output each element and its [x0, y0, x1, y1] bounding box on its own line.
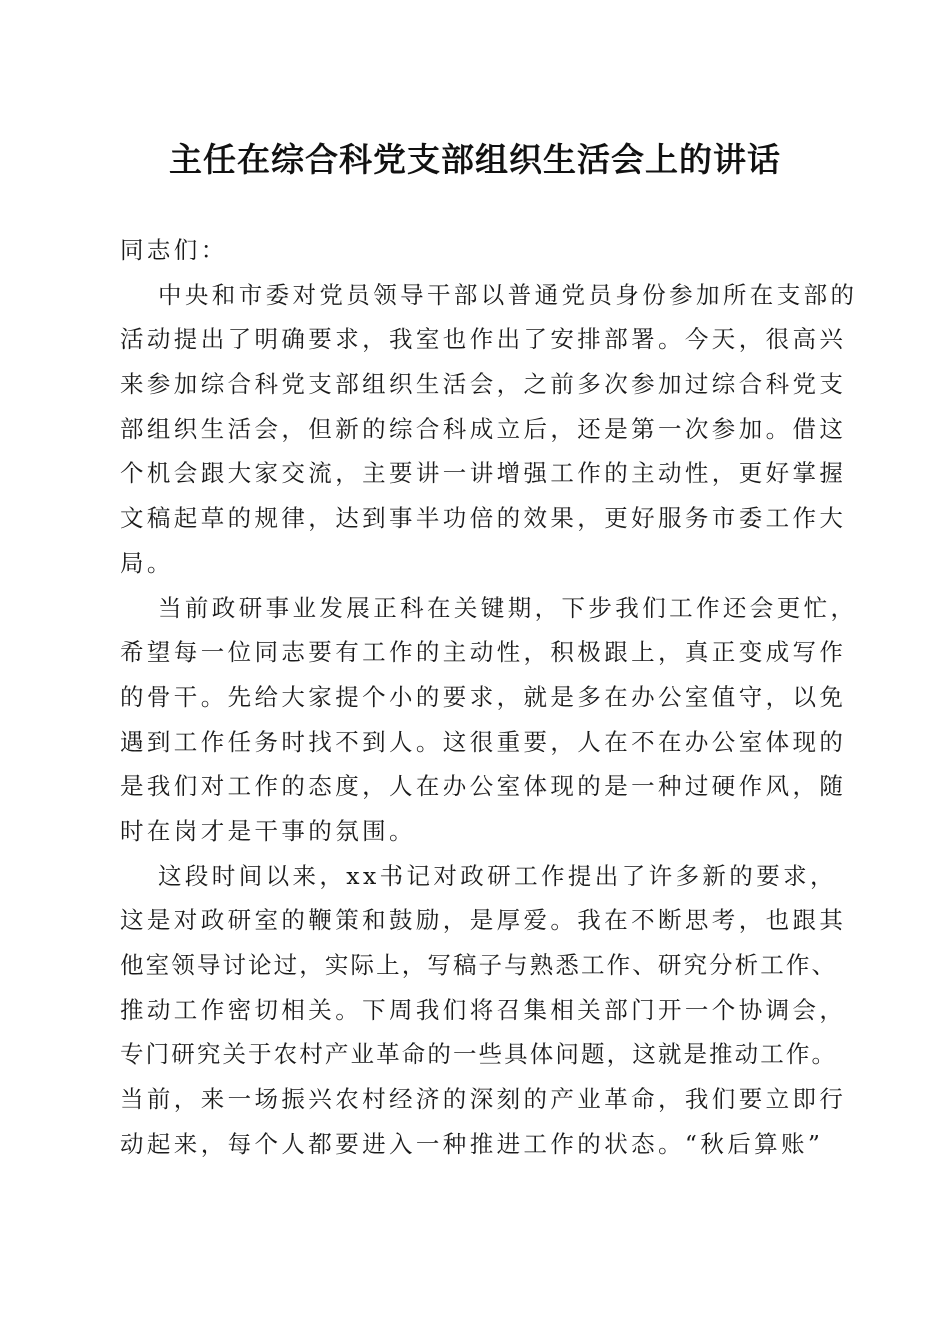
paragraph-2-line: 的骨干。先给大家提个小的要求，就是多在办公室值守，以免	[120, 682, 847, 711]
paragraph-2-line: 遇到工作任务时找不到人。这很重要，人在不在办公室体现的	[120, 727, 847, 756]
paragraph-1-line: 局。	[120, 548, 174, 577]
paragraph-3-line: 专门研究关于农村产业革命的一些具体问题，这就是推动工作。	[120, 1040, 835, 1069]
paragraph-3-line: 他室领导讨论过，实际上，写稿子与熟悉工作、研究分析工作、	[120, 951, 835, 979]
document-body	[120, 228, 858, 1166]
paragraph-2-line: 当前政研事业发展正科在关键期，下步我们工作还会更忙，	[158, 593, 858, 622]
paragraph-3-line: 这段时间以来，xx书记对政研工作提出了许多新的要求，	[158, 861, 837, 890]
salutation: 同志们：	[120, 236, 228, 264]
paragraph-1-line: 部组织生活会，但新的综合科成立后，还是第一次参加。借这	[120, 414, 847, 443]
paragraph-1-line: 文稿起草的规律，达到事半功倍的效果，更好服务市委工作大	[120, 504, 847, 533]
paragraph-3-line: 动起来，每个人都要进入一种推进工作的状态。“秋后算账”	[120, 1129, 824, 1158]
paragraph-1-line: 来参加综合科党支部组织生活会，之前多次参加过综合科党支	[120, 370, 847, 399]
paragraph-2-line: 是我们对工作的态度，人在办公室体现的是一种过硬作风，随	[120, 772, 847, 801]
paragraph-3-line: 推动工作密切相关。下周我们将召集相关部门开一个协调会，	[120, 995, 847, 1024]
paragraph-2-line: 时在岗才是干事的氛围。	[120, 816, 416, 845]
paragraph-2-line: 希望每一位同志要有工作的主动性，积极跟上，真正变成写作	[120, 638, 847, 667]
paragraph-1-line: 个机会跟大家交流，主要讲一讲增强工作的主动性，更好掌握	[120, 459, 847, 488]
paragraph-3-line: 这是对政研室的鞭策和鼓励，是厚爱。我在不断思考，也跟其	[120, 906, 847, 935]
document-title: 主任在综合科党支部组织生活会上的讲话	[169, 140, 781, 179]
paragraph-1-line: 活动提出了明确要求，我室也作出了安排部署。今天，很高兴	[120, 325, 847, 354]
paragraph-1-line: 中央和市委对党员领导干部以普通党员身份参加所在支部的	[158, 280, 858, 309]
paragraph-3-line: 当前，来一场振兴农村经济的深刻的产业革命，我们要立即行	[120, 1085, 847, 1114]
